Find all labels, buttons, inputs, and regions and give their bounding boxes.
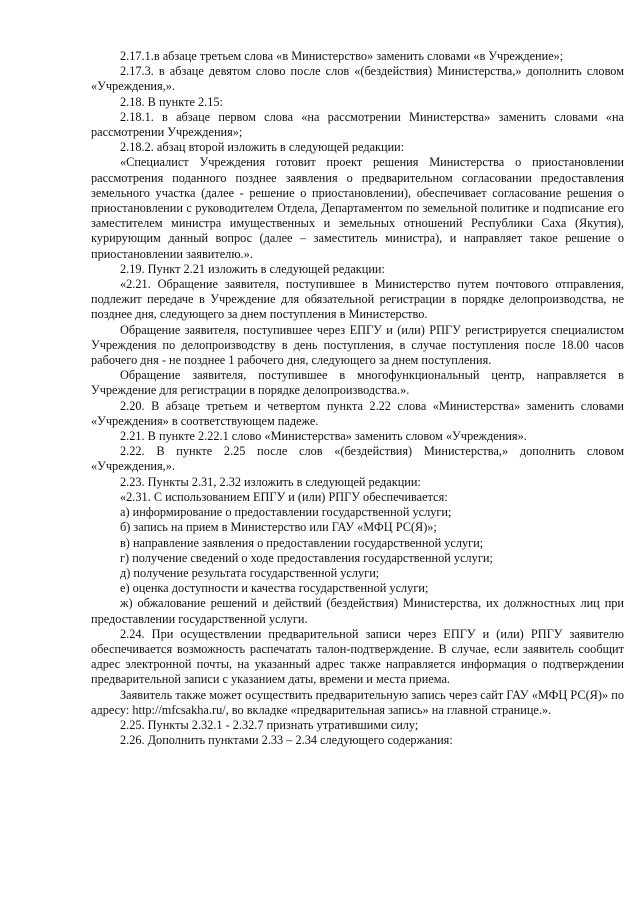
list-item-d: д) получение результата государственной услуги;: [120, 565, 380, 580]
paragraph-mfc-registration: Обращение заявителя, поступившее в многофункциональный центр, направляется в Учреждение для регистрации в порядке делопроизводства.».: [91, 368, 624, 398]
paragraph-2-21-text: «2.21. Обращение заявителя, поступившее в Министерство путем почтового отправления, подлежит передаче в Учреждение для обязательной регистрации в порядке делопроизводства, не позднее дня, следующего за днем поступления в Министерство.: [91, 277, 624, 322]
paragraph-2-18: 2.18. В пункте 2.15:: [120, 94, 223, 109]
paragraph-2-26: 2.26. Дополнить пунктами 2.33 – 2.34 следующего содержания:: [120, 733, 453, 748]
paragraph-2-23: 2.23. Пункты 2.31, 2.32 изложить в следующей редакции:: [120, 474, 421, 489]
paragraph-prelim-mfc: Заявитель также может осуществить предварительную запись через сайт ГАУ «МФЦ РС(Я)» по адресу: http://mfcsakha.ru/, во вкладке «предварительная запись» на главной странице.».: [91, 687, 624, 717]
paragraph-2-17-1: 2.17.1.в абзаце третьем слова «в Министерство» заменить словами «в Учреждение»;: [120, 49, 564, 63]
list-item-g: г) получение сведений о ходе предоставления государственной услуги;: [120, 550, 493, 565]
paragraph-2-21-item: 2.21. В пункте 2.22.1 слово «Министерства» заменить словом «Учреждения».: [120, 429, 527, 444]
paragraph-2-22: 2.22. В пункте 2.25 после слов «(бездействия) Министерства,» дополнить словом «Учреждения,».: [91, 444, 624, 474]
paragraph-2-31: «2.31. С использованием ЕПГУ и (или) РПГУ обеспечивается:: [120, 489, 448, 504]
paragraph-2-25: 2.25. Пункты 2.32.1 - 2.32.7 признать утратившими силу;: [120, 717, 419, 732]
list-item-b: б) запись на прием в Министерство или ГАУ «МФЦ РС(Я)»;: [120, 520, 437, 535]
paragraph-2-18-2: 2.18.2. абзац второй изложить в следующей редакции:: [120, 140, 405, 155]
paragraph-2-18-1: 2.18.1. в абзаце первом слова «на рассмотрении Министерства» заменить словами «на рассмотрении Учреждения»;: [91, 109, 624, 140]
paragraph-2-20: 2.20. В абзаце третьем и четвертом пункта 2.22 слова «Министерства» заменить словами «Учреждения» в соответствующем падеже.: [91, 398, 624, 428]
list-item-a: а) информирование о предоставлении государственной услуги;: [120, 505, 452, 520]
paragraph-2-24: 2.24. При осуществлении предварительной записи через ЕПГУ и (или) РПГУ заявителю обеспечивается возможность распечатать талон-подтверждение. В случае, если заявитель сообщит адрес электронной почты, на указанный адрес также направляется информация о подтверждении предварительной записи с указанием даты, времени и места приема.: [91, 626, 624, 687]
paragraph-quote-specialist: «Специалист Учреждения готовит проект решения Министерства о приостановлении рассмотрения поданного позднее заявления о предварительном согласовании предоставления земельного участка (далее - решение о приостановлении), обеспечивает согласование решения о приостановлении с руководителем Отдела, Департаментом по земельной политике и подписание его заместителем министра имущественных и земельных отношений Республики Саха (Якутия), курирующим данный вопрос (далее – заместитель министра), и направляет такое решение о приостановлении заявителю.».: [91, 155, 624, 261]
list-item-zh: ж) обжалование решений и действий (бездействия) Министерства, их должностных лиц при предоставлении государственной услуги.: [91, 596, 624, 626]
list-item-v: в) направление заявления о предоставлении государственной услуги;: [120, 535, 484, 550]
document-body: [91, 49, 624, 748]
paragraph-2-17-3: 2.17.3. в абзаце девятом слово после слов «(бездействия) Министерства,» дополнить словом «Учреждения,».: [91, 64, 624, 94]
list-item-e: е) оценка доступности и качества государственной услуги;: [120, 581, 429, 596]
paragraph-2-19: 2.19. Пункт 2.21 изложить в следующей редакции:: [120, 261, 385, 276]
paragraph-epgu-registration: Обращение заявителя, поступившее через ЕПГУ и (или) РПГУ регистрируется специалистом Учреждения по делопроизводству в день поступления, в случае поступления после 18.00 часов рабочего дня - не позднее 1 рабочего дня, следующего за днем поступления.: [91, 322, 624, 368]
